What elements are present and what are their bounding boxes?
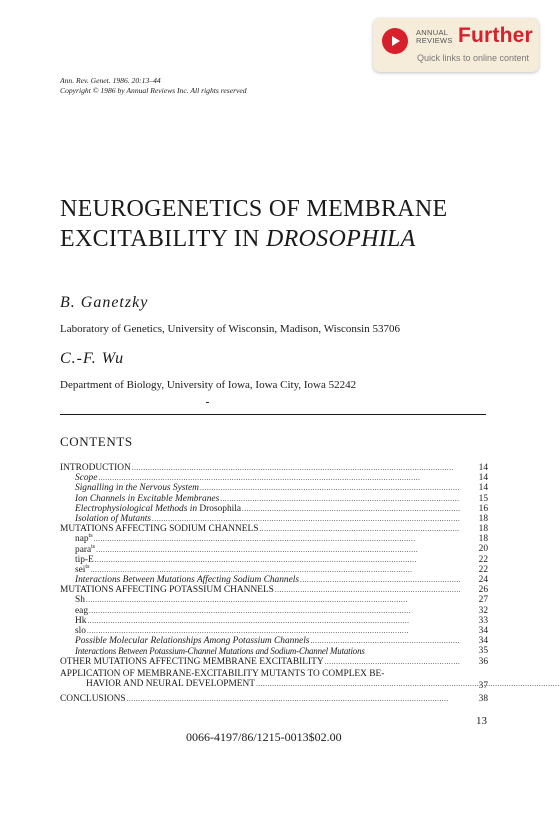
- journal-copyright: Copyright © 1986 by Annual Reviews Inc. All rights reserved: [60, 86, 247, 95]
- toc-label: [75, 565, 89, 575]
- toc-page: 18: [478, 534, 488, 545]
- contents-heading: CONTENTS: [60, 434, 133, 449]
- divider-rule: [60, 414, 486, 415]
- toc-entry-nap[interactable]: [60, 534, 488, 544]
- badge-brand-line2: REVIEWS: [416, 36, 453, 45]
- toc-entry-isolation-of-mutants[interactable]: [60, 514, 488, 524]
- toc-entry-sodium-interactions[interactable]: [60, 575, 488, 585]
- toc-entry-conclusions[interactable]: [60, 694, 488, 704]
- author-1-affiliation: Laboratory of Genetics, University of Wisconsin, Madison, Wisconsin 53706: [60, 323, 400, 335]
- toc-page: 14: [478, 483, 488, 494]
- toc-entry-sodium-channels[interactable]: [60, 524, 488, 534]
- author-2-affiliation: Department of Biology, University of Iowa, Iowa City, Iowa 52242: [60, 379, 357, 391]
- toc-leader: [242, 504, 460, 514]
- toc-label: eag: [75, 605, 89, 616]
- toc-leader: [325, 657, 460, 667]
- toc-leader: [87, 616, 460, 626]
- badge-brand: [416, 29, 453, 45]
- title-line-2-italic: DROSOPHILA: [265, 226, 416, 252]
- toc-page: 33: [478, 615, 488, 626]
- toc-label: [75, 504, 241, 514]
- annual-reviews-further-badge[interactable]: [373, 18, 539, 72]
- toc-leader: [98, 473, 460, 483]
- toc-page: 34: [478, 625, 488, 636]
- toc-label: [75, 534, 93, 544]
- footer-code: 0066-4197/86/1215-0013$02.00: [186, 730, 342, 744]
- toc-entry-electrophysiological-methods[interactable]: [60, 504, 488, 514]
- toc-label: slo: [75, 626, 86, 636]
- toc-page: 32: [478, 605, 488, 616]
- toc-entry-eag[interactable]: [60, 606, 488, 616]
- toc-page: 22: [478, 564, 488, 575]
- badge-tagline: Quick links to online content: [417, 53, 530, 63]
- toc-label: INTRODUCTION: [60, 463, 131, 473]
- toc-leader: [95, 555, 460, 565]
- toc-label: MUTATIONS AFFECTING SODIUM CHANNELS: [60, 524, 259, 535]
- toc-label: Possible Molecular Relationships Among Potassium Channels: [75, 636, 310, 647]
- toc-label: Hk: [75, 615, 87, 626]
- toc-entry-ion-channels[interactable]: [60, 494, 488, 504]
- toc-leader: [275, 585, 460, 595]
- toc-entry-potassium-sodium-interactions[interactable]: [60, 646, 488, 656]
- toc-page: 20: [478, 544, 488, 555]
- table-of-contents: [60, 463, 488, 704]
- toc-page: 35: [478, 646, 488, 657]
- toc-leader: [259, 524, 460, 534]
- toc-page: 18: [478, 524, 488, 535]
- toc-leader: [90, 565, 460, 575]
- toc-label: CONCLUSIONS: [60, 693, 126, 704]
- toc-label-text: sei: [75, 564, 86, 575]
- toc-label-sup: ts: [85, 563, 90, 570]
- toc-label-text: nap: [75, 534, 89, 545]
- toc-page: 24: [478, 575, 488, 586]
- annual-reviews-logo-icon: [382, 28, 408, 54]
- toc-entry-sh[interactable]: [60, 595, 488, 605]
- toc-leader: [86, 595, 460, 605]
- toc-label: Isolation of Mutants: [75, 513, 152, 524]
- toc-label-text: para: [75, 544, 92, 555]
- page-number: 13: [476, 715, 487, 727]
- toc-leader: [310, 636, 460, 646]
- toc-label: Sh: [75, 595, 85, 606]
- toc-leader: [152, 514, 460, 524]
- journal-citation-block: [60, 76, 247, 96]
- toc-page: 14: [478, 473, 488, 484]
- toc-leader: [96, 545, 460, 555]
- toc-leader: [300, 575, 460, 585]
- toc-leader: [132, 463, 460, 473]
- toc-label: Scope: [75, 473, 98, 484]
- toc-label: OTHER MUTATIONS AFFECTING MEMBRANE EXCITABILITY: [60, 656, 324, 667]
- toc-page: 37: [478, 680, 488, 691]
- toc-entry-sei[interactable]: [60, 565, 488, 575]
- toc-leader: [200, 483, 460, 493]
- toc-entry-signalling[interactable]: [60, 483, 488, 493]
- toc-entry-hk[interactable]: [60, 616, 488, 626]
- toc-leader: [127, 694, 460, 704]
- toc-label: APPLICATION OF MEMBRANE-EXCITABILITY MUTANTS TO COMPLEX BE-: [60, 668, 385, 679]
- toc-page: 16: [478, 503, 488, 514]
- author-1-name: B. Ganetzky: [60, 294, 149, 311]
- title-line-2-prefix: EXCITABILITY IN: [60, 226, 266, 252]
- toc-page: 27: [478, 595, 488, 606]
- toc-page: 14: [478, 462, 488, 473]
- stray-mark: [206, 402, 209, 403]
- toc-label-roman: Drosophila: [199, 503, 242, 514]
- author-2-name: C.-F. Wu: [60, 350, 125, 367]
- toc-entry-scope[interactable]: [60, 473, 488, 483]
- toc-label: MUTATIONS AFFECTING POTASSIUM CHANNELS: [60, 585, 274, 596]
- title-line-1: NEUROGENETICS OF MEMBRANE: [60, 196, 448, 222]
- toc-leader: [256, 679, 560, 689]
- toc-label: Interactions Between Mutations Affecting Sodium Channels: [75, 575, 300, 586]
- toc-label-sup: ts: [91, 543, 96, 550]
- toc-label: [75, 545, 95, 555]
- toc-page: 38: [478, 693, 488, 704]
- toc-label-italic: Electrophysiological Methods in: [75, 503, 200, 514]
- toc-entry-application[interactable]: [60, 669, 488, 691]
- toc-label: Signalling in the Nervous System: [75, 483, 199, 494]
- toc-label: tip-E: [75, 554, 94, 565]
- toc-label: Interactions Between Potassium-Channel Mutations and Sodium-Channel Mutations: [75, 646, 365, 657]
- toc-entry-molecular-relationships[interactable]: [60, 636, 488, 646]
- toc-leader: [87, 626, 460, 636]
- toc-page: 15: [478, 493, 488, 504]
- toc-page: 36: [478, 656, 488, 667]
- toc-entry-other-mutations[interactable]: [60, 657, 488, 667]
- toc-label: Ion Channels in Excitable Membranes: [75, 493, 220, 504]
- toc-label-sup: ts: [88, 533, 93, 540]
- toc-entry-potassium-channels[interactable]: [60, 585, 488, 595]
- toc-leader: [220, 494, 460, 504]
- badge-name: Further: [458, 24, 533, 47]
- toc-page: 26: [478, 585, 488, 596]
- toc-leader: [94, 534, 460, 544]
- toc-page: 18: [478, 513, 488, 524]
- toc-page: 34: [478, 636, 488, 647]
- journal-citation: Ann. Rev. Genet. 1986. 20:13–44: [60, 76, 161, 85]
- toc-entry-slo[interactable]: [60, 626, 488, 636]
- title-line-2: [60, 224, 448, 254]
- toc-entry-tip-e[interactable]: [60, 555, 488, 565]
- badge-brand-line1: ANNUAL: [416, 28, 449, 37]
- toc-entry-para[interactable]: [60, 545, 488, 555]
- toc-entry-introduction[interactable]: [60, 463, 488, 473]
- article-title: [60, 194, 448, 254]
- toc-leader: [89, 606, 460, 616]
- toc-label-continued: HAVIOR AND NEURAL DEVELOPMENT: [86, 678, 256, 689]
- toc-page: 22: [478, 554, 488, 565]
